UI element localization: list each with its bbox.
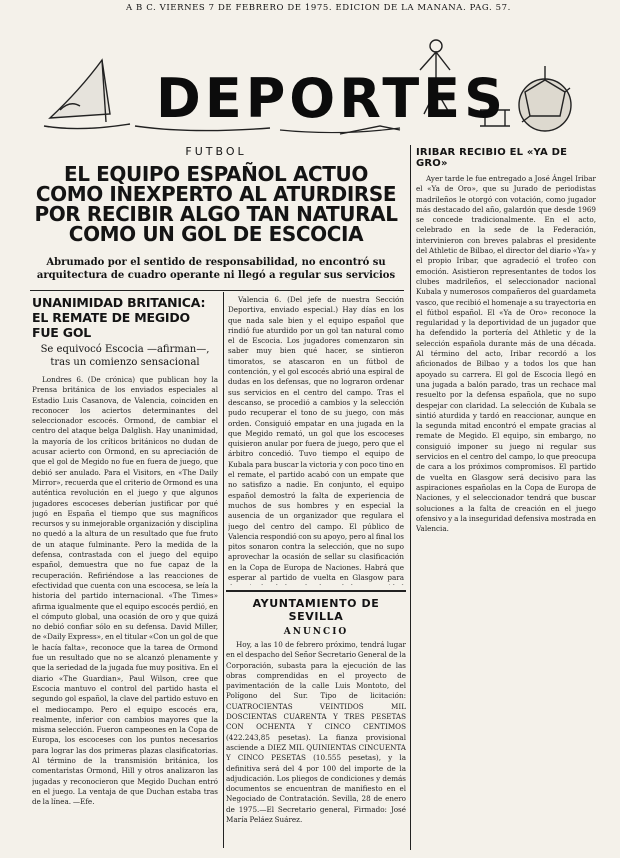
notice-subtitle: ANUNCIO [283, 627, 349, 637]
right-column [416, 147, 596, 850]
middle-body: Valencia 6. (Del jefe de nuestra Sección Deportiva, enviado especial.) Hay días en los que nada sale bien y el equipo español que rindió fue aturdido por un gol tan natural como el de Escocia. Los jugadores comenzaron sin saber muy bien qué hacer, se sintieron timoratos, se atascaron en un fútbol de contención, y el gol escocés abrió una espiral de dudas en los defensas, que no lograron ordenar sus servicios en el centro del campo. Tras el descanso, se procedió a cambios y la selección pudo recuperar el tono de su juego, con más orden. Consiguió empatar en una jugada en la que Megido remató, un gol que los escoceses quisieron anular por fuera de juego, pero que el árbitro concedió. Tuvo tiempo el equipo de Kubala para buscar la victoria y con poco tino en el remate, el partido acabó con un empate que no satisfizo a nadie. En conjunto, el equipo español demostró la falta de experiencia de muchos de sus hombres y en especial la ausencia de un organizador que regulara el juego del centro del campo. El público de Valencia respondió con su apoyo, pero al final los pitos sonaron contra la selección, que no supo aprovechar la ocasión de sellar su clasificación en la Copa de Europa de Naciones. Habrá que esperar al partido de vuelta en Glasgow para [228, 295, 404, 583]
deportes-banner [40, 30, 585, 142]
rule-under-deck [30, 290, 404, 291]
right-headline: IRIBAR RECIBIO EL «YA DE GRO» [416, 147, 568, 169]
left-headline: UNANIMIDAD BRITANICA: EL REMATE DE MEGIDO FUE GOL [32, 295, 206, 340]
left-column [32, 295, 218, 850]
middle-column [228, 295, 404, 585]
notice-title: AYUNTAMIENTO DE SEVILLA [252, 597, 380, 623]
section-title: DEPORTES [156, 67, 507, 130]
column-rule-1 [223, 292, 224, 848]
notice-box [226, 590, 406, 850]
page-header: A B C. VIERNES 7 DE FEBRERO DE 1975. EDICION DE LA MAÑANA. PAG. 57. [126, 3, 511, 13]
main-deck: Abrumado por el sentido de responsabilidad, no encontró su arquitectura de cuadro operante ni llegó a regular sus servicios [36, 257, 396, 281]
main-headline: EL EQUIPO ESPAÑOL ACTUO COMO INEXPERTO AL ATURDIRSE POR RECIBIR ALGO TAN NATURAL COMO UN GOL DE ESCOCIA [34, 162, 398, 246]
right-body: Ayer tarde le fue entregado a José Ángel Iribar el «Ya de Oro», que su Jurado de periodistas madrileños le otorgó con votación, como jugador más destacado del año, galardón que desde 1969 se concede tradicionalmente. En el acto, celebrado en la sede de la Federación, intervinieron con breves palabras el presidente del Athletic de Bilbao, el director del diario «Ya» y el propio Iribar, que agradeció el trofeo con emoción. Asistieron representantes de todos los clubes madrileños, el seleccionador nacional Kubala y numerosos compañeros del guardameta vasco, que recibió el homenaje a su trayectoria en el fútbol español. El «Ya de Oro» reconoce la regularidad y la deportividad de un jugador que ha defendido la portería del Athletic y de la selección española durante más de una década. Al término del acto, Iribar recordó a los aficionados de Bilbao y a todos los que han apoyado su carrera. El gol de Escocia llegó en una jugada a balón parado, tras un rechace mal resuelto por la defensa española, que no supo despejar con claridad. La selección de Kubala se sintió aturdida y tardó en reaccionar, aunque en la segunda mitad encontró el empate gracias al remate de Megido. El equipo, sin embargo, no consiguió imponer su juego ni regular sus servicios en el centro del campo, lo que preocupa de cara a los próximos compromisos. El partido de vuelta en Glasgow será decisivo para las aspiraciones españolas en la Copa de Europa de Naciones, y el seleccionador tendrá que buscar soluciones a la falta de creación en el juego ofensivo y a la inseguridad defensiva mostrada en Valencia. [416, 174, 596, 534]
main-deck-block [32, 256, 400, 290]
notice-body: Hoy, a las 10 de febrero próximo, tendrá lugar en el despacho del Señor Secretario General de la Corporación, subasta para la ejecución de las obras comprendidas en el proyecto de pavimentación de la calle Luis Montoto, del Polígono del Sur. Tipo de licitación: CUATROCIENTAS VEINTIDOS MIL DOSCIENTAS CUARENTA Y TRES PESETAS CON OCHENTA Y CINCO CENTIMOS (422.243,85 pesetas). La fianza provisional asciende a DIEZ MIL QUINIENTAS CINCUENTA Y CINCO PESETAS (10.555 pesetas), y la definitiva será del 4 por 100 del importe de la adjudicación. Los pliegos de condiciones y demás documentos se encuentran de manifiesto en el Negociado de Contratación. Sevilla, 28 de enero de 1975.—El Secretario general, Firmado: José María Peláez Suárez. [226, 640, 406, 825]
section-label: FUTBOL [185, 145, 247, 158]
left-kicker: Se equivocó Escocia —afirman—, tras un comienzo sensacional [40, 344, 210, 368]
column-rule-2 [410, 145, 411, 850]
main-headline-block [30, 145, 402, 257]
left-body: Londres 6. (De crónica) que publican hoy la Prensa británica de los enviados especiales al Estadio Luis Casanova, de Valencia, coinciden en reconocer los aciertos determinantes del seleccionador escocés. Ormond, de cambiar el centro del ataque belga Dalglish. Hay unanimidad, la mayoría de los críticos británicos no dudan de acusar acierto con Ormond, en su apreciación de que el gol de Megido no fue en fuera de juego, que debió ser anulado. Para el Visitors, en «The Daily Mirror», recuerda que el criterio de Ormond es una auténtica revolución en el juego y que algunos jugadores escoceses deberían justificar por qué jugó en España el tiempo que sus magníficos recursos y su inmejorable organización y disciplina no quedó a la altura de un resultado que fue fruto de un ataque fulminante. Pero la medida de la defensa, contrastada con el juego del equipo español, demuestra que no fue capaz de la recuperación. Refiriéndose a las reacciones de efectividad que cuenta con una escocesa, se leía la historia del partido internacional. «The Times» afirma igualmente que el equipo escocés perdió, en el cómputo global, una ocasión de oro y que quizá no debió confiar sólo en su defensa. David Miller, de «Daily Express», en el titular «Con un gol de que le hacía falta», reconoce que la tarea de Ormond fue un resultado que no se alcanzó plenamente y que la seriedad de la jugada fue muy positiva. En el diario «The Guardian», Paul Wilson, cree que Escocia mantuvo el control del partido hasta el segundo gol español, la clave del partido estuvo en el mediocampo. Pero el equipo escocés era, realmente, inferior con cambios mayores que la misma selección. Fueron campeones en la Copa de Europa, los escoceses con los puntos necesarios para lograr las dos primeras plazas clasificatorias. Al término de la transmisión británica, los comentaristas Ormond, Hill y otros analizaron las jugadas y reconocieron que Megido Duchan entró en el juego. La ventaja de que Duchan estaba tras de la línea. —Efe. [32, 375, 218, 807]
